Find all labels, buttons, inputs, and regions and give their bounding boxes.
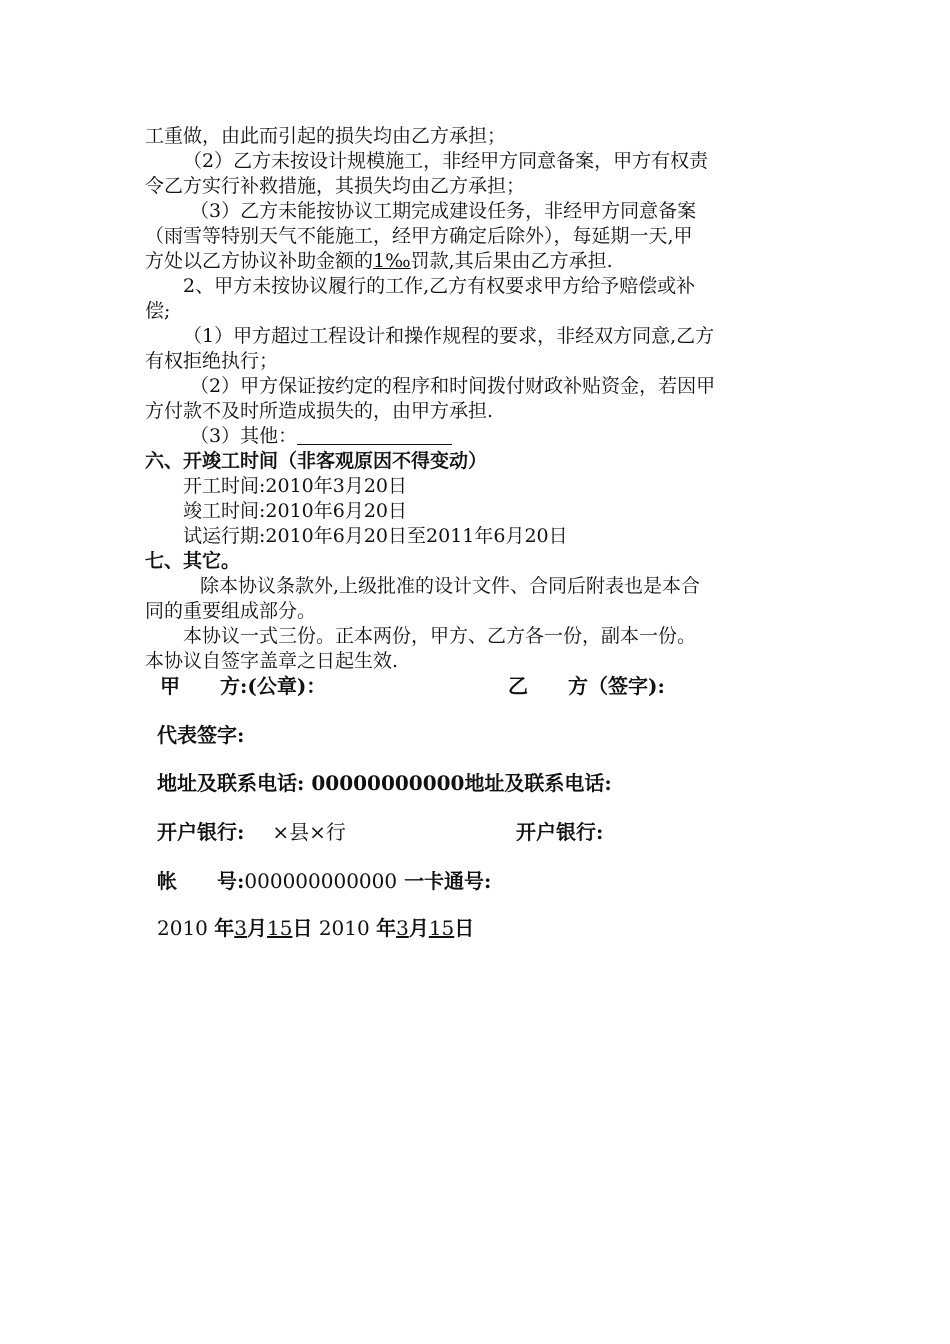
clause-text: 本协议一式三份。正本两份，甲方、乙方各一份，副本一份。 bbox=[183, 625, 697, 647]
date-unit: 年 bbox=[376, 916, 397, 940]
clause-text bbox=[145, 249, 613, 273]
clause-text: 同的重要组成部分。 bbox=[145, 600, 317, 622]
clause-text: （2）乙方未按设计规模施工，非经甲方同意备案，甲方有权责 bbox=[183, 150, 709, 172]
address-phone-row bbox=[157, 770, 612, 796]
account-value: 000000000000 bbox=[244, 869, 398, 893]
clause-text: （2）甲方保证按约定的程序和时间拨付财政补贴资金，若因甲 bbox=[190, 375, 716, 397]
clause-text: （3）乙方未能按协议工期完成建设任务，非经甲方同意备案 bbox=[190, 200, 697, 222]
trial-period-text: 试运行期:2010年6月20日至2011年6月20日 bbox=[183, 525, 568, 547]
clause-text-part: （3）其他： bbox=[190, 425, 298, 447]
section-heading: 六、开竣工时间（非客观原因不得变动） bbox=[145, 450, 488, 472]
date-year: 2010 bbox=[318, 916, 370, 940]
clause-text: 除本协议条款外,上级批准的设计文件、合同后附表也是本合 bbox=[200, 575, 701, 597]
date-day: 15 bbox=[428, 916, 455, 940]
clause-text: 本协议自签字盖章之日起生效. bbox=[145, 650, 399, 672]
clause-text: （雨雪等特别天气不能施工，经甲方确定后除外），每延期一天,甲 bbox=[145, 225, 693, 247]
blank-fill-line bbox=[297, 426, 452, 445]
card-number-label: 一卡通号: bbox=[404, 869, 492, 893]
party-a-label: 甲 方:(公章)： bbox=[160, 674, 327, 698]
date-month: 3 bbox=[234, 916, 247, 940]
signing-dates bbox=[157, 915, 474, 941]
representative-signature-label: 代表签字: bbox=[157, 723, 245, 747]
start-date-text: 开工时间:2010年3月20日 bbox=[183, 475, 408, 497]
bank-value: ×县×行 bbox=[272, 820, 346, 844]
clause-text: 偿; bbox=[145, 300, 171, 322]
bank-label: 开户银行: bbox=[157, 820, 245, 844]
clause-text: （1）甲方超过工程设计和操作规程的要求，非经双方同意,乙方 bbox=[183, 325, 715, 347]
party-b-label: 乙 方（签字): bbox=[508, 674, 665, 698]
bank-label: 开户银行: bbox=[516, 820, 604, 844]
date-day: 15 bbox=[267, 916, 293, 940]
clause-text: 工重做，由此而引起的损失均由乙方承担； bbox=[145, 125, 507, 147]
end-date-text: 竣工时间:2010年6月20日 bbox=[183, 500, 408, 522]
date-unit: 月 bbox=[247, 916, 267, 940]
address-phone-label: 地址及联系电话: bbox=[464, 771, 612, 795]
date-month: 3 bbox=[396, 916, 409, 940]
account-label: 帐 号: bbox=[157, 869, 245, 893]
date-unit: 月 bbox=[408, 916, 429, 940]
clause-text bbox=[190, 424, 452, 448]
bank-a-row bbox=[157, 819, 346, 845]
clause-text: 令乙方实行补救措施，其损失均由乙方承担； bbox=[145, 175, 526, 197]
date-unit: 日 bbox=[292, 916, 313, 940]
account-row bbox=[157, 868, 491, 894]
clause-text: 有权拒绝执行； bbox=[145, 350, 279, 372]
section-heading: 七、其它。 bbox=[145, 550, 241, 572]
penalty-rate: 1‰ bbox=[373, 250, 411, 272]
clause-text-part: 罚款,其后果由乙方承担. bbox=[410, 250, 613, 272]
date-year: 2010 bbox=[157, 916, 208, 940]
address-phone-label: 地址及联系电话: bbox=[157, 771, 305, 795]
address-phone-value: 00000000000 bbox=[311, 771, 465, 795]
clause-text: 2、甲方未按协议履行的工作,乙方有权要求甲方给予赔偿或补 bbox=[183, 275, 696, 297]
clause-text: 方付款不及时所造成损失的，由甲方承担. bbox=[145, 400, 494, 422]
clause-text-part: 方处以乙方协议补助金额的 bbox=[145, 250, 374, 272]
date-unit: 日 bbox=[454, 916, 475, 940]
date-unit: 年 bbox=[214, 916, 235, 940]
